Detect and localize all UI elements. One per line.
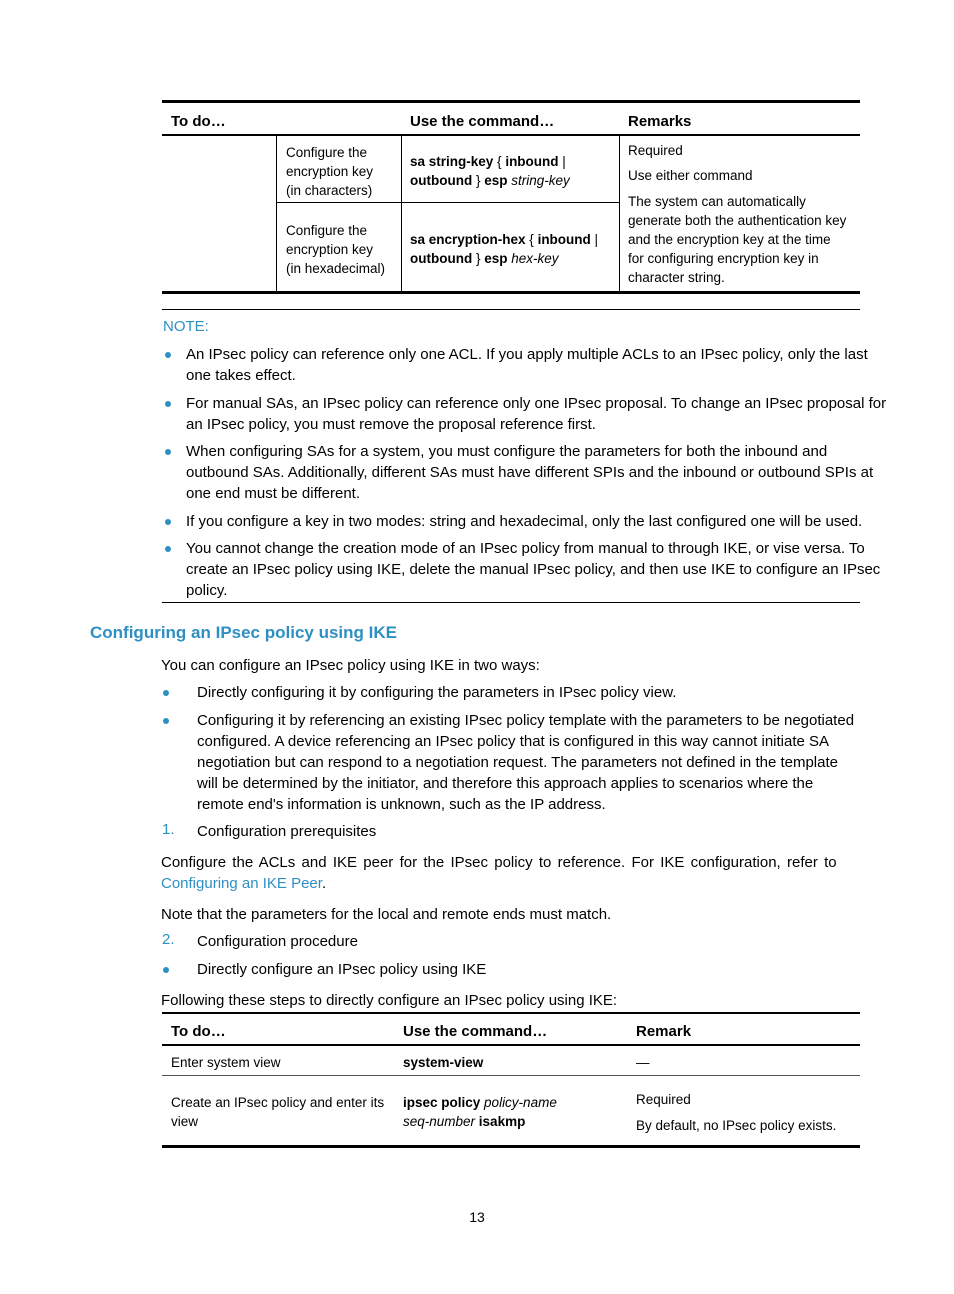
table-remarks: Required Use either command The system can automatically generate both the authentication key and the encryption key at the time for configuring encryption key in character string. bbox=[628, 143, 847, 285]
table-row-1-todo: Enter system view bbox=[171, 1055, 281, 1070]
note-item: For manual SAs, an IPsec policy can reference only one IPsec proposal. To change an IPsec proposal for an IPsec policy, you must remove the proposal reference first. bbox=[186, 395, 887, 433]
prereq-paragraph: Configure the ACLs and IKE peer for the IPsec policy to reference. For IKE configuration, refer to Configuring an IKE Peer. bbox=[161, 854, 837, 892]
header-rule bbox=[162, 134, 860, 136]
bullet-icon bbox=[163, 718, 169, 724]
list-item: Configuring it by referencing an existing IPsec policy template with the parameters to be negotiated configured. A device referencing an IPsec policy that is configured in this way cannot initiate SA negotiation but can respond to a negotiation request. The parameters not defined in the template will be determined by the initiator, and therefore this approach applies to scenarios where the remote end's information is unknown, such as the IP address. bbox=[197, 712, 855, 813]
section-heading: Configuring an IPsec policy using IKE bbox=[90, 623, 397, 642]
col-header-command: Use the command… bbox=[403, 1023, 548, 1040]
list-item: Directly configure an IPsec policy using IKE bbox=[197, 961, 487, 978]
ike-peer-link[interactable]: Configuring an IKE Peer bbox=[161, 875, 322, 892]
table-bottom-rule bbox=[162, 1145, 860, 1148]
note-item: When configuring SAs for a system, you must configure the parameters for both the inbound and outbound SAs. Additionally, different SAs must have different SPIs and the inbound or outbound SPIs at one end must be different. bbox=[186, 443, 874, 502]
step-number: 1. bbox=[162, 821, 175, 838]
col-header-todo: To do… bbox=[171, 1023, 226, 1040]
header-rule bbox=[162, 1044, 860, 1046]
col-header-remark: Remark bbox=[636, 1023, 692, 1040]
following-text: Following these steps to directly configure an IPsec policy using IKE: bbox=[161, 992, 618, 1009]
note-item: An IPsec policy can reference only one ACL. If you apply multiple ACLs to an IPsec policy, only the last one takes effect. bbox=[186, 346, 868, 384]
step-title: Configuration prerequisites bbox=[197, 823, 377, 840]
table-row-2-command: ipsec policy policy-name seq-number isakmp bbox=[403, 1095, 557, 1129]
page-number: 13 bbox=[469, 1209, 485, 1225]
bullet-icon bbox=[165, 401, 171, 407]
table-row-1-remark: — bbox=[636, 1055, 650, 1070]
note-top-rule bbox=[162, 309, 860, 310]
col-divider bbox=[619, 136, 620, 293]
col-header-todo: To do… bbox=[171, 113, 226, 130]
col-header-remarks: Remarks bbox=[628, 113, 692, 130]
table-row-1-command: system-view bbox=[403, 1055, 484, 1070]
table-row-1-command: sa string-key { inbound | outbound } esp string-key bbox=[410, 154, 570, 188]
note-label: NOTE: bbox=[163, 318, 209, 335]
table-bottom-rule bbox=[162, 291, 860, 294]
bullet-icon bbox=[165, 546, 171, 552]
step-title: Configuration procedure bbox=[197, 933, 358, 950]
col-divider bbox=[276, 136, 277, 293]
table-row-2-todo: Create an IPsec policy and enter its view bbox=[171, 1095, 385, 1129]
table-top-rule bbox=[162, 1012, 860, 1014]
section-intro: You can configure an IPsec policy using IKE in two ways: bbox=[161, 657, 540, 674]
note-bottom-rule bbox=[162, 602, 860, 603]
table-row-2-remark: Required By default, no IPsec policy exists. bbox=[636, 1092, 837, 1133]
row-divider bbox=[162, 1075, 860, 1076]
note-item: If you configure a key in two modes: string and hexadecimal, only the last configured one will be used. bbox=[186, 513, 863, 530]
row-divider bbox=[277, 202, 619, 203]
table-top-rule bbox=[162, 100, 860, 103]
bullet-icon bbox=[163, 690, 169, 696]
match-note: Note that the parameters for the local and remote ends must match. bbox=[161, 906, 612, 923]
list-item: Directly configuring it by configuring the parameters in IPsec policy view. bbox=[197, 684, 677, 701]
table-row-2-command: sa encryption-hex { inbound | outbound } esp hex-key bbox=[410, 232, 599, 266]
col-divider bbox=[401, 136, 402, 293]
bullet-icon bbox=[163, 967, 169, 973]
bullet-icon bbox=[165, 519, 171, 525]
step-number: 2. bbox=[162, 931, 175, 948]
note-item: You cannot change the creation mode of an IPsec policy from manual to through IKE, or vise versa. To create an IPsec policy using IKE, delete the manual IPsec policy, and then use IKE to configure an IPsec policy. bbox=[186, 540, 881, 599]
table-row-1-todo: Configure the encryption key (in characters) bbox=[286, 145, 374, 198]
col-header-command: Use the command… bbox=[410, 113, 555, 130]
bullet-icon bbox=[165, 352, 171, 358]
table-row-2-todo: Configure the encryption key (in hexadecimal) bbox=[286, 223, 386, 276]
bullet-icon bbox=[165, 449, 171, 455]
